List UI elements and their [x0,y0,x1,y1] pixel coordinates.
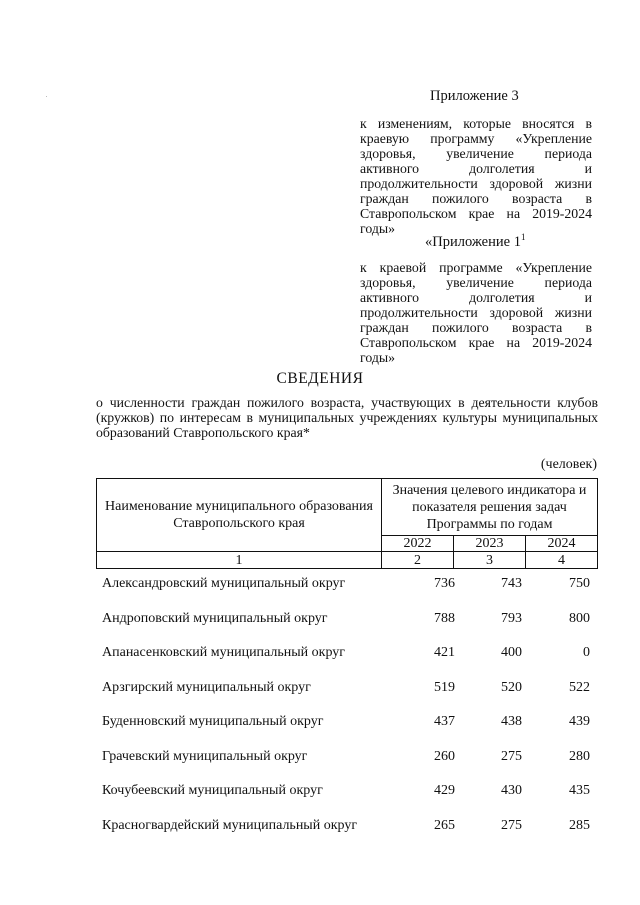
table-row [100,773,598,808]
column-header-year-2022: 2022 [382,536,454,552]
row-municipality-name: Апанасенковский муниципальный округ [102,645,346,660]
row-value-2023: 430 [501,783,522,798]
row-value-2022: 736 [434,576,455,591]
appendix-title: Приложение 3 [430,88,519,104]
appendix-sub-title-superscript: 1 [520,232,526,242]
column-number-4: 4 [526,552,598,569]
program-paragraph: к краевой программе «Укрепление здоровья, увеличение периода активного долголетия и продолжительности здоровой жизни граждан пожилого возраста в Ставропольском крае на 2019-2024 годы» [360,260,592,365]
row-municipality-name: Грачевский муниципальный округ [102,748,308,764]
row-value-2023: 793 [501,610,522,626]
unit-note: (человек) [540,457,597,472]
row-value-2024: 285 [569,817,590,833]
row-value-2024: 800 [569,610,590,626]
appendix-sub-title-text: «Приложение 1 [425,234,521,250]
row-value-2022: 260 [434,748,455,764]
row-value-2023: 743 [501,576,522,591]
row-municipality-name: Кочубеевский муниципальный округ [102,783,323,798]
column-number-2: 2 [382,552,454,569]
row-value-2024: 439 [569,714,590,729]
row-value-2024: 435 [569,783,590,798]
document-subheading: о численности граждан пожилого возраста, участвующих в деятельности клубов (кружков) по интересам в муниципальных учреждениях культуры муниципальных образований Ставропольского края* [96,395,598,440]
amendment-paragraph: к изменениям, которые вносятся в краевую программу «Укрепление здоровья, увеличение периода активного долголетия и продолжительности здоровой жизни граждан пожилого возраста в Ставропольском крае на 2019-2024 годы» [360,116,592,236]
table-row [100,601,598,636]
row-value-2022: 265 [434,817,455,833]
table-row [100,739,598,774]
row-value-2024: 280 [569,748,590,764]
column-header-indicator: Значения целевого индикатора и показателя решения задач Программы по годам [382,479,598,536]
document-heading: СВЕДЕНИЯ [276,370,364,387]
row-value-2022: 437 [434,714,455,729]
row-value-2024: 0 [583,645,590,660]
table-row [100,670,598,705]
row-value-2023: 275 [501,817,522,833]
row-municipality-name: Буденновский муниципальный округ [102,714,324,729]
row-value-2023: 400 [501,645,522,660]
row-value-2024: 522 [569,679,590,695]
row-value-2024: 750 [569,576,590,591]
column-header-name: Наименование муниципального образования Ставропольского края [97,479,382,552]
table-body [100,566,598,842]
column-number-1: 1 [97,552,382,569]
row-value-2022: 429 [434,783,455,798]
row-municipality-name: Александровский муниципальный округ [102,576,346,591]
table-row [100,635,598,670]
table-row [100,808,598,843]
row-value-2022: 519 [434,679,455,695]
row-value-2023: 438 [501,714,522,729]
row-value-2022: 788 [434,610,455,626]
column-header-year-2023: 2023 [454,536,526,552]
appendix-sub-title [425,233,525,251]
row-municipality-name: Арзгирский муниципальный округ [102,679,311,695]
table-header [96,478,598,569]
column-header-year-2024: 2024 [526,536,598,552]
row-municipality-name: Андроповский муниципальный округ [102,610,328,626]
row-value-2022: 421 [434,645,455,660]
scan-artifact [46,96,47,97]
table-row [100,566,598,601]
table-row [100,704,598,739]
column-number-3: 3 [454,552,526,569]
row-municipality-name: Красногвардейский муниципальный округ [102,817,358,833]
row-value-2023: 520 [501,679,522,695]
row-value-2023: 275 [501,748,522,764]
